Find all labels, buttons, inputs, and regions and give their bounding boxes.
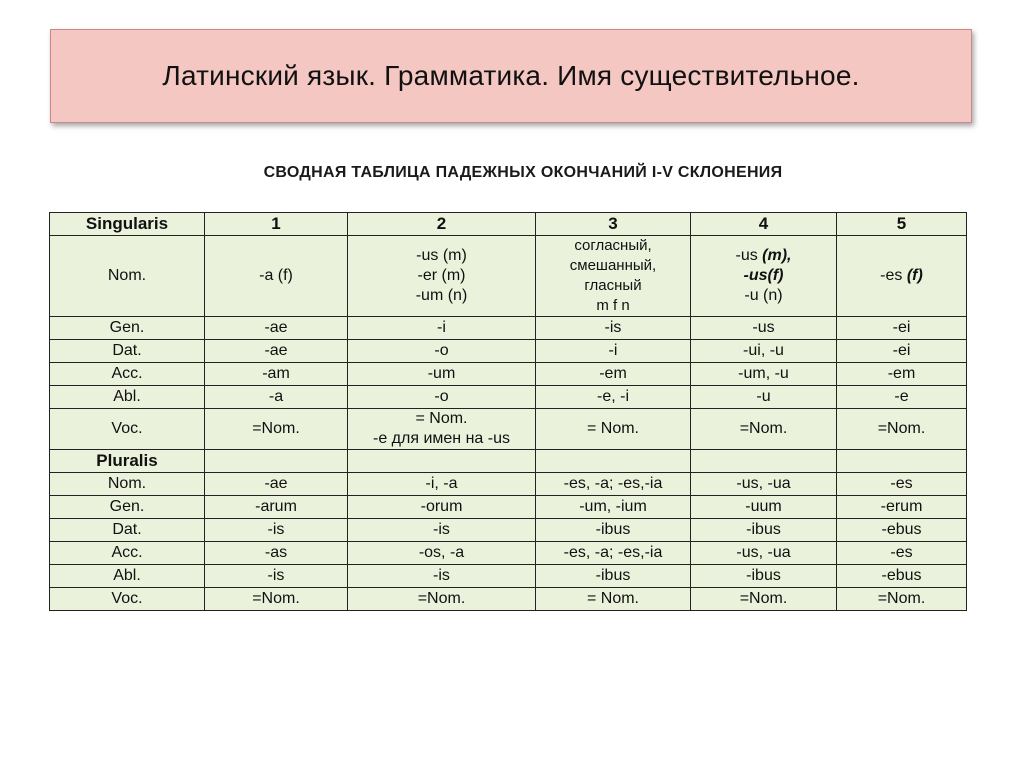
column-header: 4 bbox=[691, 213, 837, 236]
table-row bbox=[50, 340, 967, 363]
table-cell bbox=[536, 450, 691, 473]
table-row bbox=[50, 317, 967, 340]
singularis-label: Singularis bbox=[50, 213, 205, 236]
table-cell: =Nom. bbox=[691, 588, 837, 611]
table-cell: -em bbox=[536, 363, 691, 386]
table-cell: -ebus bbox=[837, 519, 967, 542]
table-cell: -u bbox=[691, 386, 837, 409]
table-row bbox=[50, 496, 967, 519]
cell-text: -es bbox=[880, 267, 907, 284]
table-cell: -us bbox=[691, 317, 837, 340]
table-cell: -es, -a; -es,-ia bbox=[536, 473, 691, 496]
table-row bbox=[50, 588, 967, 611]
table-cell: -e, -i bbox=[536, 386, 691, 409]
table-cell: -us, -ua bbox=[691, 473, 837, 496]
table-cell: =Nom. bbox=[205, 588, 348, 611]
table-cell bbox=[348, 236, 536, 317]
table-cell bbox=[837, 450, 967, 473]
table-cell: -ebus bbox=[837, 565, 967, 588]
table-cell: -ibus bbox=[691, 565, 837, 588]
case-label: Dat. bbox=[50, 519, 205, 542]
table-cell bbox=[348, 450, 536, 473]
cell-text: (f) bbox=[906, 267, 923, 284]
cell-line: смешанный, bbox=[569, 257, 657, 274]
table-row bbox=[50, 542, 967, 565]
cell-line: гласный bbox=[584, 277, 642, 294]
table-cell: -i bbox=[536, 340, 691, 363]
cell-line bbox=[693, 246, 834, 266]
table-cell: -ei bbox=[837, 317, 967, 340]
table-cell: -a bbox=[205, 386, 348, 409]
column-header: 3 bbox=[536, 213, 691, 236]
table-cell: =Nom. bbox=[691, 409, 837, 450]
pluralis-header-row bbox=[50, 450, 967, 473]
table-cell: -um bbox=[348, 363, 536, 386]
pluralis-label: Pluralis bbox=[50, 450, 205, 473]
table-cell: -orum bbox=[348, 496, 536, 519]
table-cell: -es bbox=[837, 473, 967, 496]
table-cell: -is bbox=[536, 317, 691, 340]
table-cell: -ibus bbox=[536, 519, 691, 542]
table-cell: -o bbox=[348, 386, 536, 409]
case-label: Gen. bbox=[50, 317, 205, 340]
table-cell: -ae bbox=[205, 340, 348, 363]
table-cell: -is bbox=[205, 565, 348, 588]
cell-line: -er (m) bbox=[417, 267, 466, 284]
table-cell: -as bbox=[205, 542, 348, 565]
table-cell: -ei bbox=[837, 340, 967, 363]
cell-text: (m), bbox=[762, 247, 792, 264]
cell-line: = Nom. bbox=[415, 410, 468, 427]
table-cell: =Nom. bbox=[837, 588, 967, 611]
table-cell: -erum bbox=[837, 496, 967, 519]
case-label: Nom. bbox=[50, 473, 205, 496]
table-cell: =Nom. bbox=[205, 409, 348, 450]
cell-line: -us(f) bbox=[743, 267, 784, 284]
cell-line: -us (m) bbox=[416, 247, 467, 264]
cell-line: -um (n) bbox=[415, 287, 468, 304]
header-row bbox=[50, 213, 967, 236]
table-cell: = Nom. bbox=[536, 409, 691, 450]
table-row bbox=[50, 565, 967, 588]
cell-line: m f n bbox=[596, 297, 630, 314]
cell-text: -us bbox=[735, 247, 763, 264]
table-cell bbox=[348, 409, 536, 450]
cell-line: согласный, bbox=[574, 237, 652, 254]
table-cell bbox=[691, 450, 837, 473]
case-label: Acc. bbox=[50, 363, 205, 386]
table-cell: -um, -u bbox=[691, 363, 837, 386]
table-cell: -ibus bbox=[691, 519, 837, 542]
table-row bbox=[50, 386, 967, 409]
table-cell: -is bbox=[348, 519, 536, 542]
table-cell: =Nom. bbox=[837, 409, 967, 450]
table-cell: -us, -ua bbox=[691, 542, 837, 565]
table-row bbox=[50, 363, 967, 386]
table-row bbox=[50, 473, 967, 496]
table-cell: -a (f) bbox=[205, 236, 348, 317]
declension-table bbox=[49, 212, 967, 611]
cell-line: -е для имен на -us bbox=[373, 430, 510, 447]
table-cell: -is bbox=[348, 565, 536, 588]
table-cell bbox=[205, 450, 348, 473]
table-cell: =Nom. bbox=[348, 588, 536, 611]
cell-line: -u (n) bbox=[744, 287, 783, 304]
table-cell: -ae bbox=[205, 317, 348, 340]
case-label: Dat. bbox=[50, 340, 205, 363]
table-cell: -es, -a; -es,-ia bbox=[536, 542, 691, 565]
case-label: Abl. bbox=[50, 386, 205, 409]
table-cell: -os, -a bbox=[348, 542, 536, 565]
column-header: 2 bbox=[348, 213, 536, 236]
table-cell: -i, -a bbox=[348, 473, 536, 496]
table-cell: -o bbox=[348, 340, 536, 363]
table-cell: -is bbox=[205, 519, 348, 542]
table-row bbox=[50, 236, 967, 317]
case-label: Gen. bbox=[50, 496, 205, 519]
title-banner bbox=[50, 29, 972, 123]
table-cell: -uum bbox=[691, 496, 837, 519]
table-cell: -es bbox=[837, 542, 967, 565]
column-header: 1 bbox=[205, 213, 348, 236]
table-cell bbox=[691, 236, 837, 317]
table-row bbox=[50, 409, 967, 450]
case-label: Nom. bbox=[50, 236, 205, 317]
table-cell: -am bbox=[205, 363, 348, 386]
case-label: Abl. bbox=[50, 565, 205, 588]
column-header: 5 bbox=[837, 213, 967, 236]
table-cell: = Nom. bbox=[536, 588, 691, 611]
table-cell: -em bbox=[837, 363, 967, 386]
table-caption: СВОДНАЯ ТАБЛИЦА ПАДЕЖНЫХ ОКОНЧАНИЙ I-V СКЛОНЕНИЯ bbox=[263, 164, 783, 181]
table-cell: -ui, -u bbox=[691, 340, 837, 363]
table-row bbox=[50, 519, 967, 542]
table-cell: -ae bbox=[205, 473, 348, 496]
table-cell: -um, -ium bbox=[536, 496, 691, 519]
case-label: Acc. bbox=[50, 542, 205, 565]
table-cell: -arum bbox=[205, 496, 348, 519]
table-cell bbox=[837, 236, 967, 317]
table-cell: -i bbox=[348, 317, 536, 340]
table-cell: -ibus bbox=[536, 565, 691, 588]
table-cell: -e bbox=[837, 386, 967, 409]
page-title: Латинский язык. Грамматика. Имя существительное. bbox=[162, 60, 860, 91]
table-cell bbox=[536, 236, 691, 317]
case-label: Voc. bbox=[50, 409, 205, 450]
case-label: Voc. bbox=[50, 588, 205, 611]
